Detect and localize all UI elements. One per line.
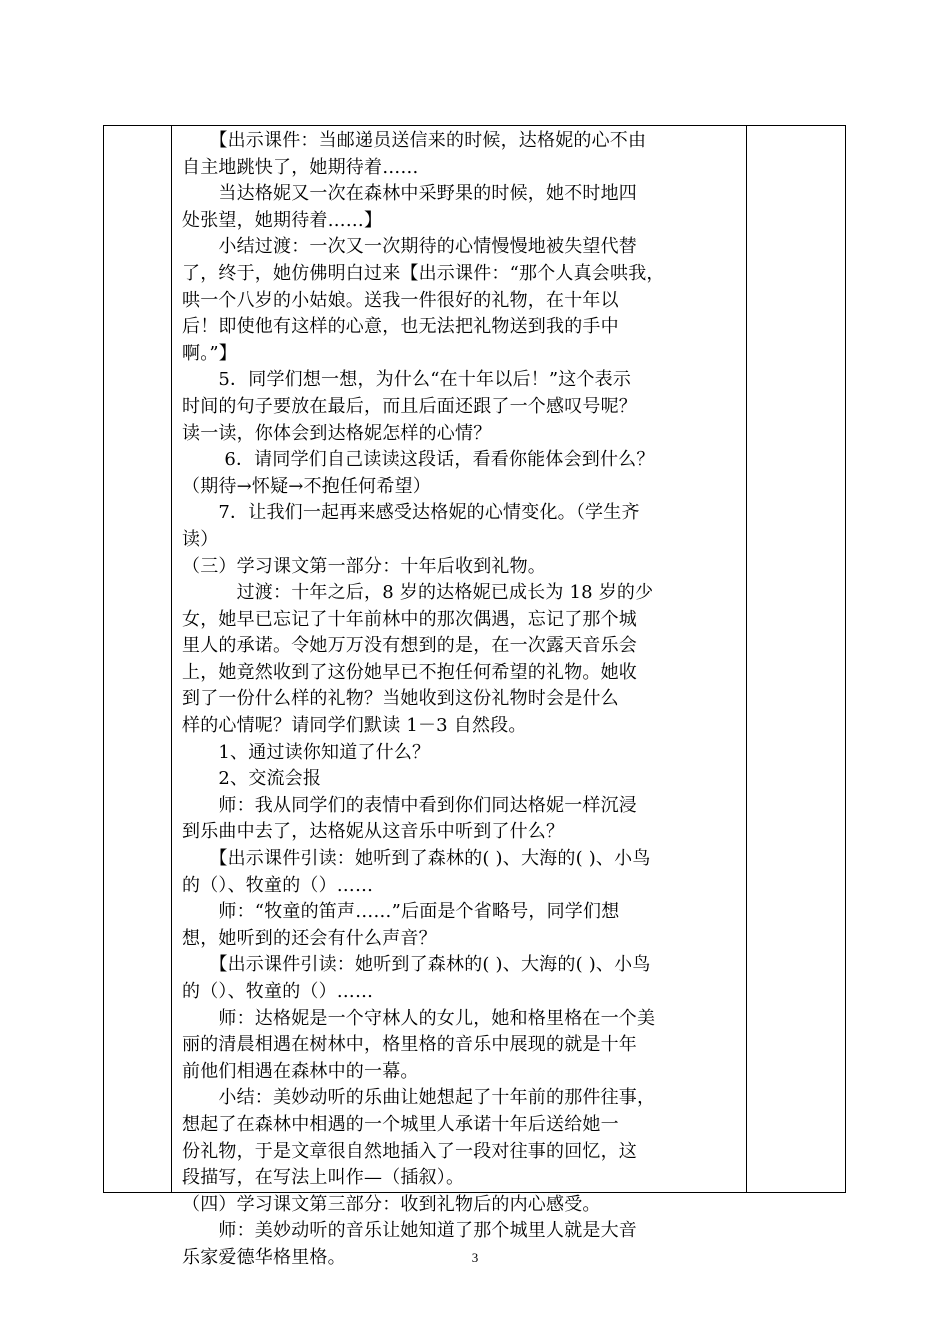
text-line: 后！即使他有这样的心意，也无法把礼物送到我的手中 — [182, 316, 619, 338]
text-line: 啊。”】 — [182, 342, 238, 364]
text-line: 上，她竟然收到了这份她早已不抱任何希望的礼物。她收 — [182, 661, 637, 683]
text-line: 处张望，她期待着……】 — [182, 209, 383, 231]
text-line: 师：我从同学们的表情中看到你们同达格妮一样沉浸 — [182, 794, 637, 816]
text-line: 【出示课件：当邮递员送信来的时候，达格妮的心不由 — [182, 130, 647, 151]
text-line: 到乐曲中去了，达格妮从这音乐中听到了什么？ — [182, 821, 565, 843]
text-line: 【出示课件引读：她听到了森林的( )、大海的( )、小鸟 — [182, 848, 651, 870]
text-line: 师：达格妮是一个守林人的女儿，她和格里格在一个美 — [182, 1007, 656, 1029]
text-line: （三）学习课文第一部分：十年后收到礼物。 — [182, 555, 546, 577]
text-line: 【出示课件引读：她听到了森林的( )、大海的( )、小鸟 — [182, 954, 651, 976]
text-line: 2、交流会报 — [182, 768, 322, 790]
text-line: 的（）、牧童的（）…… — [182, 981, 374, 1002]
text-line: 师：“牧童的笛声……”后面是个省略号，同学们想 — [182, 901, 620, 923]
text-line: 女，她早已忘记了十年前林中的那次偶遇，忘记了那个城 — [182, 608, 637, 630]
text-line: 乐家爱德华格里格。 — [182, 1246, 346, 1268]
text-line: 丽的清晨相遇在树林中，格里格的音乐中展现的就是十年 — [182, 1034, 637, 1056]
text-line: 了，终于，她仿佛明白过来【出示课件：“那个人真会哄我， — [182, 262, 665, 284]
text-line: 前他们相遇在森林中的一幕。 — [182, 1060, 419, 1082]
lesson-table — [103, 125, 846, 1268]
text-line: 当达格妮又一次在森林中采野果的时候，她不时地四 — [182, 183, 637, 205]
page-number: 3 — [471, 1250, 479, 1265]
text-line: 6．请同学们自己读读这段话，看看你能体会到什么？ — [182, 449, 655, 471]
text-line: 读一读，你体会到达格妮怎样的心情？ — [182, 422, 492, 444]
text-line: 哄一个八岁的小姑娘。送我一件很好的礼物，在十年以 — [182, 289, 619, 311]
table-column-divider-left — [171, 126, 172, 1192]
text-line: 想，她听到的还会有什么声音？ — [182, 927, 437, 949]
text-line: 时间的句子要放在最后，而且后面还跟了一个感叹号呢？ — [182, 395, 637, 417]
text-line: 师：美妙动听的音乐让她知道了那个城里人就是大音 — [182, 1220, 637, 1242]
text-line: 读） — [182, 528, 219, 550]
text-line: 7．让我们一起再来感受达格妮的心情变化。（学生齐 — [182, 502, 640, 524]
text-line: 1、通过读你知道了什么？ — [182, 741, 431, 763]
text-line: （期待→怀疑→不抱任何希望） — [182, 475, 431, 497]
text-line: 小结：美妙动听的乐曲让她想起了十年前的那件往事， — [182, 1087, 656, 1109]
text-line: 的（）、牧童的（）…… — [182, 874, 374, 896]
text-line: 想起了在森林中相遇的一个城里人承诺十年后送给她一 — [182, 1113, 619, 1135]
text-line: 样的心情呢？请同学们默读 1－3 自然段。 — [182, 715, 527, 737]
text-line: 过渡：十年之后，8 岁的达格妮已成长为 18 岁的少 — [182, 582, 654, 604]
text-line: 份礼物，于是文章很自然地插入了一段对往事的回忆，这 — [182, 1140, 637, 1162]
text-line: 小结过渡：一次又一次期待的心情慢慢地被失望代替 — [182, 236, 637, 258]
table-column-divider-right — [746, 126, 747, 1192]
text-line: 5．同学们想一想，为什么“在十年以后！”这个表示 — [182, 369, 632, 391]
text-line: 里人的承诺。令她万万没有想到的是，在一次露天音乐会 — [182, 635, 637, 657]
text-line: 自主地跳快了，她期待着…… — [182, 156, 419, 178]
lesson-content-cell — [182, 128, 740, 1272]
text-line: （四）学习课文第三部分：收到礼物后的内心感受。 — [182, 1193, 601, 1215]
text-line: 到了一份什么样的礼物？当她收到这份礼物时会是什么 — [182, 688, 619, 710]
text-line: 段描写，在写法上叫作—（插叙）。 — [182, 1167, 465, 1189]
